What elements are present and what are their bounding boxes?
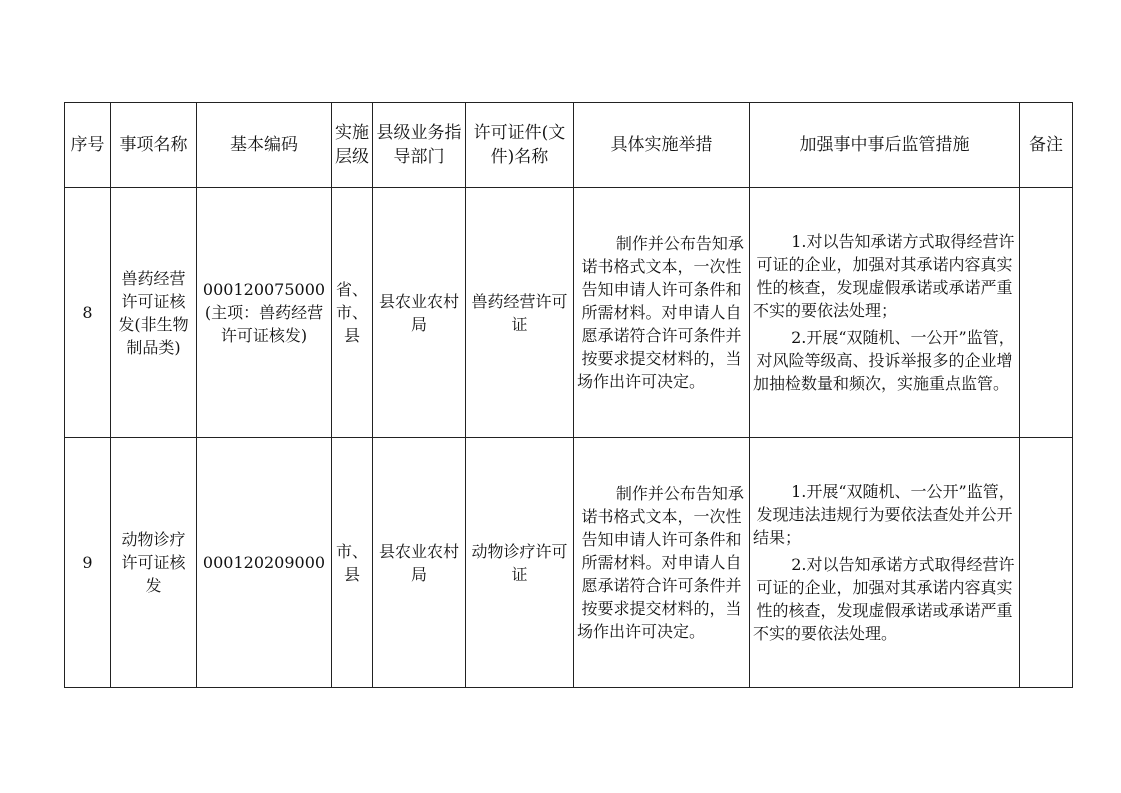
row-code: 000120209000 (202, 553, 326, 572)
row-measures: 制作并公布告知承诺书格式文本，一次性告知申请人许可条件和所需材料。对申请人自愿承诺符合许可条件并按要求提交材料的，当场作出许可决定。 (574, 438, 750, 688)
header-name: 事项名称 (111, 103, 197, 188)
row-level: 市、县 (332, 438, 373, 688)
row-license: 动物诊疗许可证 (466, 438, 574, 688)
row-license: 兽药经营许可证 (466, 188, 574, 438)
header-supervision: 加强事中事后监管措施 (750, 103, 1020, 188)
row-code-cell (197, 438, 332, 688)
row-note (1020, 188, 1073, 438)
row-name: 兽药经营许可证核发(非生物制品类) (111, 188, 197, 438)
row-name: 动物诊疗许可证核发 (111, 438, 197, 688)
supervision-item: 2.开展“双随机、一公开”监管，对风险等级高、投诉举报多的企业增加抽检数量和频次，实施重点监管。 (753, 328, 1015, 393)
row-measures: 制作并公布告知承诺书格式文本，一次性告知申请人许可条件和所需材料。对申请人自愿承诺符合许可条件并按要求提交材料的，当场作出许可决定。 (574, 188, 750, 438)
header-code: 基本编码 (197, 103, 332, 188)
row-note (1020, 438, 1073, 688)
table-row (65, 438, 1073, 688)
supervision-item: 1.开展“双随机、一公开”监管，发现违法违规行为要依法查处并公开结果； (753, 482, 1015, 547)
row-code: 000120075000 (202, 280, 326, 299)
header-dept: 县级业务指导部门 (373, 103, 466, 188)
table-row (65, 188, 1073, 438)
row-seq: 9 (65, 438, 111, 688)
header-seq: 序号 (65, 103, 111, 188)
row-code-note: (主项：兽药经营许可证核发) (204, 303, 324, 345)
header-level: 实施层级 (332, 103, 373, 188)
licensing-table (64, 102, 1073, 688)
row-supervision (750, 188, 1020, 438)
row-seq: 8 (65, 188, 111, 438)
supervision-item: 1.对以告知承诺方式取得经营许可证的企业，加强对其承诺内容真实性的核查，发现虚假承诺或承诺严重不实的要依法处理； (753, 232, 1015, 320)
header-measures: 具体实施举措 (574, 103, 750, 188)
header-license: 许可证件(文件)名称 (466, 103, 574, 188)
row-level: 省、市、县 (332, 188, 373, 438)
row-supervision (750, 438, 1020, 688)
table-header-row (65, 103, 1073, 188)
row-code-cell (197, 188, 332, 438)
row-dept: 县农业农村局 (373, 188, 466, 438)
supervision-item: 2.对以告知承诺方式取得经营许可证的企业，加强对其承诺内容真实性的核查，发现虚假承诺或承诺严重不实的要依法处理。 (753, 555, 1015, 643)
header-note: 备注 (1020, 103, 1073, 188)
row-dept: 县农业农村局 (373, 438, 466, 688)
